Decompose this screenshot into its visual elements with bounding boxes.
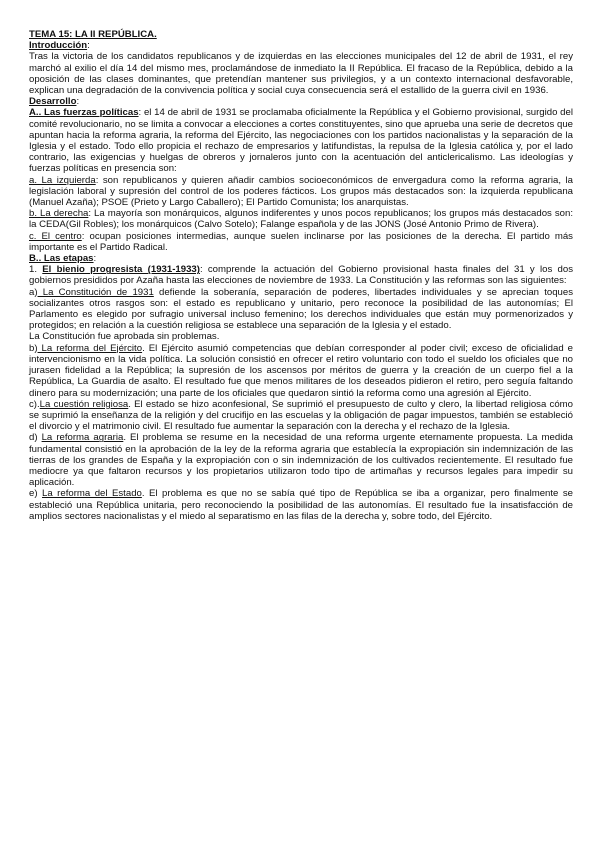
constitucion-text: defiende la soberanía, separación de poderes, libertades individuales y se aprecian toques socializantes otros rasgos son: el estado es republicano y unitario, pero reconoce la posibilidad de las autonomías; El Parlamento es elegido por sufragio universal incluso femenino; los derechos individuales que están muy pormenorizados y protegidos; en relación a la cuestión religiosa se establece una separación de la Iglesia y el estado.	[29, 286, 574, 332]
estado-paragraph	[29, 488, 573, 522]
desarrollo-heading-colon: :	[76, 96, 80, 108]
religiosa-prefix: c).	[29, 398, 40, 410]
ejercito-paragraph	[29, 343, 573, 399]
ejercito-text: . El Ejército asumió competencias que debían corresponder al poder civil; exceso de oficialidad e intervencionismo en la vida política. La solución consistió en ofrecer el retiro voluntario con todo el sueldo los oficiales que no jurasen fidelidad a la República; la supresión de los ascensos por méritos de guerra y la creación de un cuerpo fiel a la República, La Guardia de asalto. El resultado fue que menos militares de los deseados pidieron el retiro, pero seguía faltando dinero para su modernización; una parte de los oficiales que quedaron sintió la reforma como una agresión al Ejército.	[29, 342, 573, 399]
section-a-heading: A.. Las fuerzas políticas	[29, 107, 139, 119]
bienio-label: El bienio progresista (1931-1933)	[42, 264, 200, 276]
centro-paragraph	[29, 231, 573, 253]
ejercito-prefix: b)	[29, 342, 38, 354]
agraria-label: La reforma agraria	[41, 432, 124, 444]
centro-text: : ocupan posiciones intermedias, aunque suelen inclinarse por las posiciones de la derecha. El partido más importante es el Partido Radical.	[29, 230, 573, 253]
section-a-paragraph	[29, 107, 573, 174]
izquierda-label: a. La izquierda	[29, 174, 96, 186]
derecha-label: b. La derecha	[29, 208, 89, 220]
derecha-paragraph	[29, 208, 573, 230]
izquierda-paragraph	[29, 175, 573, 209]
centro-label: c. El centro	[29, 230, 82, 242]
agraria-prefix: d)	[29, 432, 42, 444]
religiosa-text: . El estado se hizo aconfesional, Se suprimió el presupuesto de culto y clero, la libertad religiosa cómo se suprimió la enseñanza de la religión y del crucifijo en las escuelas y la obligación de pagar impuestos, también se estableció el divorcio y el matrimonio civil. El resultado fue aumentar la separación con la derecha y el rechazo de la Iglesia.	[29, 398, 573, 433]
document-page	[29, 29, 573, 522]
ejercito-label: La reforma del Ejército	[37, 342, 143, 354]
constitucion-prefix: a)	[29, 286, 38, 298]
section-b-heading-colon: :	[93, 253, 97, 265]
estado-prefix: e)	[29, 488, 43, 500]
derecha-text: : La mayoría son monárquicos, algunos indiferentes y unos pocos republicanos; los grupos más destacados son: la CEDA(Gil Robles); los monárquicos (Calvo Sotelo); Falange española y de las JONS (José Antonio Primo de Rivera).	[29, 208, 573, 231]
constitucion-label: La Constitución de 1931	[37, 286, 154, 298]
constitucion-paragraph	[29, 287, 573, 332]
bienio-paragraph	[29, 264, 573, 286]
bienio-text: : comprende la actuación del Gobierno provisional hasta finales del 31 y los dos gobiernos presididos por Azaña hasta las elecciones de noviembre de 1933. La Constitución y las reformas son las siguientes:	[29, 264, 574, 287]
document-title	[29, 29, 573, 40]
estado-text: . El problema es que no se sabía qué tipo de República se iba a organizar, pero finalmente se estableció una República unitaria, pero reconociendo la posibilidad de las autonomías. El resultado fue la insatisfacción de amplios sectores nacionalistas y el miedo al separatismo en las filas de la derecha y, sobre todo, del Ejército.	[29, 488, 573, 522]
religiosa-label: La cuestión religiosa	[39, 398, 129, 410]
section-b-heading-text: B.. Las etapas	[29, 253, 94, 265]
section-b-heading	[29, 253, 573, 264]
title-text: TEMA 15: LA II REPÚBLICA.	[29, 29, 157, 40]
izquierda-text: : son republicanos y quieren añadir cambios socioeconómicos de envergadura como la reforma agraria, la legislación laboral y supresión del control de los poderes fácticos. Los grupos más destacados son: la izquierda republicana (Manuel Azaña); PSOE (Prieto y Largo Caballero); El Partido Comunista; los anarquistas.	[29, 174, 574, 209]
intro-heading-text: Introducción	[29, 40, 88, 52]
bienio-number: 1.	[29, 264, 43, 276]
intro-heading-colon: :	[87, 40, 90, 52]
agraria-text: . El problema se resume en la necesidad de una reforma urgente eternamente propuesta. La medida fundamental consistió en la aprobación de la ley de la reforma agraria que establecía la expropiación sin indemnización de las tierras de los grandes de España y la expropiación con o sin indemnización de los cultivados recientemente. El resultado fue mediocre ya que faltaron recursos y los propietarios utilizaron todo tipo de artimañas y recursos legales para impedir su aplicación.	[29, 432, 573, 489]
desarrollo-heading-text: Desarrollo	[29, 96, 77, 108]
intro-paragraph: Tras la victoria de los candidatos republicanos y de izquierdas en las elecciones municipales del 12 de abril de 1931, el rey marchó al exilio el día 14 del mismo mes, proclamándose de inmediato la II República. El fracaso de la República, debido a la oposición de las clases dominantes, que pretendían mantener sus privilegios, y a un contexto internacional desfavorable, explican una degradación de la convivencia política y social cuya consecuencia será el estallido de la guerra civil en 1936.	[29, 51, 573, 97]
desarrollo-heading	[29, 96, 573, 107]
agraria-paragraph	[29, 432, 573, 488]
estado-label: La reforma del Estado	[42, 488, 142, 500]
intro-heading	[29, 40, 573, 51]
religiosa-paragraph	[29, 399, 573, 433]
section-a-text: : el 14 de abril de 1931 se proclamaba oficialmente la República y el Gobierno provisional, surgido del comité revolucionario, no se limita a convocar a elecciones a cortes constituyentes, sino que aprueba una serie de decretos que apuntan hacia la reforma agraria, la reforma del Ejército, las negociaciones con los partidos nacionalistas y la separación de la Iglesia y el estado. Todo ello propicia el rechazo de empresarios y latifundistas, la repulsa de la Iglesia católica y, por el lado contrario, las exigencias y huelgas de obreros y jornaleros junto con la acentuación del anticlericalismo. Las ideologías y fuerzas políticas en presencia son:	[29, 107, 573, 175]
constitucion-note: La Constitución fue aprobada sin problemas.	[29, 331, 220, 343]
